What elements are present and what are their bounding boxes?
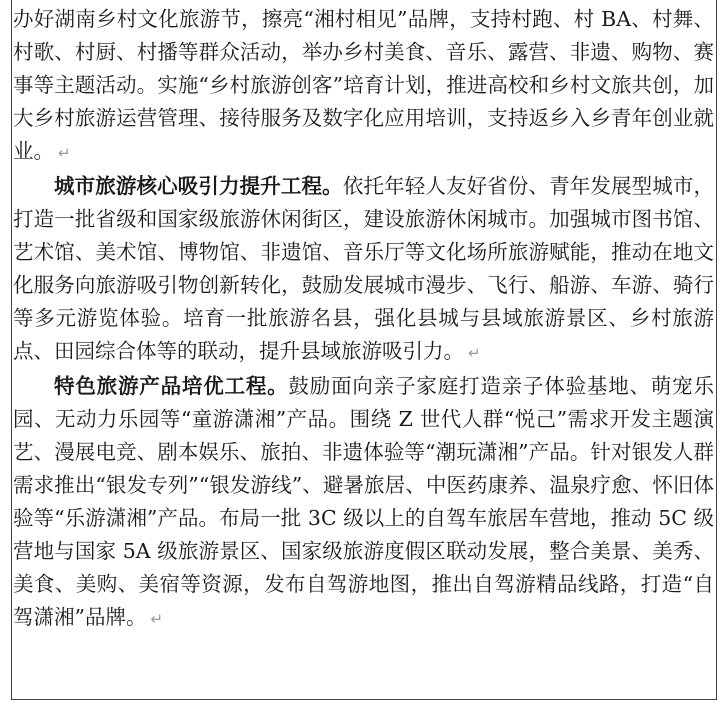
- paragraph-heading: 特色旅游产品培优工程。: [54, 374, 289, 398]
- paragraph-rural-tourism: [13, 3, 714, 170]
- paragraph-special-products: [13, 370, 714, 636]
- paragraph-mark-icon: ↵: [468, 344, 481, 362]
- paragraph-city-tourism: [13, 170, 714, 370]
- paragraph-heading: 城市旅游核心吸引力提升工程。: [54, 174, 343, 198]
- paragraph-body: 鼓励面向亲子家庭打造亲子体验基地、萌宠乐园、无动力乐园等“童游潇湘”产品。围绕 Z 世代人群“悦己”需求开发主题演艺、漫展电竞、剧本娱乐、旅拍、非遗体验等“潮玩潇湘”产品。针对银发人群需求推出“银发专列”“银发游线”、避暑旅居、中医药康养、温泉疗愈、怀旧体验等“乐游潇湘”产品。布局一批 3C 级以上的自驾车旅居车营地，推动 5C 级营地与国家 5A 级旅游景区、国家级旅游度假区联动发展，整合美景、美秀、美食、美购、美宿等资源，发布自驾游地图，推出自驾游精品线路，打造“自驾潇湘”品牌。: [13, 374, 714, 629]
- paragraph-mark-icon: ↵: [150, 610, 164, 628]
- paragraph-body: 依托年轻人友好省份、青年发展型城市，打造一批省级和国家级旅游休闲街区，建设旅游休闲城市。加强城市图书馆、艺术馆、美术馆、博物馆、非遗馆、音乐厅等文化场所旅游赋能，推动在地文化服务向旅游吸引物创新转化，鼓励发展城市漫步、飞行、船游、车游、骑行等多元游览体验。培育一批旅游名县，强化县城与县域旅游景区、乡村旅游点、田园综合体等的联动，提升县域旅游吸引力。: [13, 174, 715, 363]
- document-page: [11, 0, 717, 700]
- document-body: [12, 0, 718, 636]
- paragraph-body: 办好湖南乡村文化旅游节，擦亮“湘村相见”品牌，支持村跑、村 BA、村舞、村歌、村厨、村播等群众活动，举办乡村美食、音乐、露营、非遗、购物、赛事等主题活动。实施“乡村旅游创客”培育计划，推进高校和乡村文旅共创，加大乡村旅游运营管理、接待服务及数字化应用培训，支持返乡入乡青年创业就业。: [13, 7, 714, 163]
- paragraph-mark-icon: ↵: [58, 144, 71, 162]
